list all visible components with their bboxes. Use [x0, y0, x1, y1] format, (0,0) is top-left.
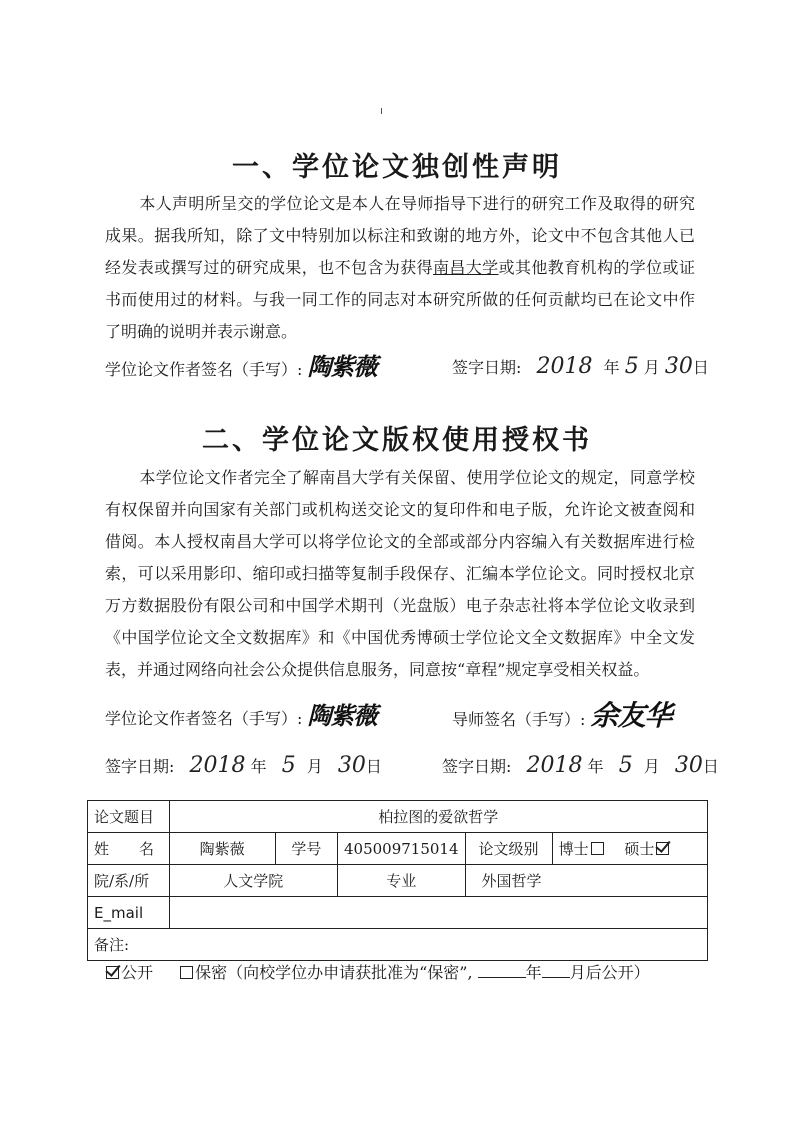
s2-line7: 论文全文数据库》中全文发表，并通过网络向社会公众提供信息服务，同意按 — [105, 628, 695, 679]
advisor-date-day: 30 — [674, 753, 703, 778]
secret-checkbox[interactable] — [180, 966, 193, 979]
sign-date-year: 2018 — [536, 354, 593, 379]
author-year-char: 年 — [250, 757, 267, 776]
email-label: E_mail — [88, 897, 170, 929]
author-signature: 陶紫薇 — [307, 352, 377, 381]
public-checkbox[interactable] — [106, 966, 119, 979]
author-date-label: 签字日期: — [105, 757, 175, 776]
s1-line3: 其他人已经发表或撰写过的研究成果，也不包含为获得 — [105, 226, 695, 277]
department-value: 人文学院 — [169, 865, 337, 897]
s2-line6: 社将本学位论文收录到《中国学位论文全文数据库》和《中国优秀博硕士学位 — [105, 596, 695, 647]
thesis-level-options — [552, 833, 707, 865]
section1-signature-row — [105, 352, 377, 382]
remark-cell — [88, 929, 708, 961]
author-signature-2: 陶紫薇 — [307, 701, 377, 730]
department-label: 院/系/所 — [88, 865, 170, 897]
s2-line1: 本学位论文作者完全了解南昌大学有关保留、使用学位论文的规定，同意 — [139, 468, 663, 487]
author-signature-label: 学位论文作者签名（手写）: — [105, 360, 303, 379]
section2-author-signature-row — [105, 701, 377, 731]
level-phd-label: 博士 — [558, 840, 589, 858]
student-id-value: 405009715014 — [337, 833, 465, 865]
author-month-char: 月 — [306, 757, 323, 776]
advisor-day-char: 日 — [702, 757, 719, 776]
thesis-info-table — [87, 800, 708, 961]
table-row — [88, 929, 708, 961]
table-row — [88, 897, 708, 929]
section1-paragraph — [105, 188, 695, 348]
s2-line5: 文。同时授权北京万方数据股份有限公司和中国学术期刊（光盘版）电子杂志 — [105, 564, 695, 615]
secret-year-char: 年 — [525, 963, 542, 982]
secret-year-blank[interactable] — [478, 963, 526, 978]
secret-after-label: 月后公开） — [569, 963, 650, 982]
student-id-label: 学号 — [275, 833, 337, 865]
day-char: 日 — [692, 358, 709, 377]
section2-title: 二、学位论文版权使用授权书 — [202, 425, 592, 456]
s1-line2: 研究成果。据我所知，除了文中特别加以标注和致谢的地方外，论文中不包含 — [105, 194, 695, 245]
s2-line8: “章程”规定享受相关权益。 — [457, 660, 650, 679]
advisor-year-char: 年 — [587, 757, 604, 776]
name-label: 姓 名 — [88, 833, 170, 865]
major-label: 专业 — [337, 865, 465, 897]
s2-line4: 数据库进行检索，可以采用影印、缩印或扫描等复制手段保存、汇编本学位论 — [105, 532, 695, 583]
s2-line2: 学校有权保留并向国家有关部门或机构送交论文的复印件和电子版，允许论文 — [105, 468, 695, 519]
sign-date-month: 5 — [624, 354, 639, 379]
s1-line5: 献均已在论文中作了明确的说明并表示谢意。 — [105, 290, 695, 341]
advisor-signature-row — [452, 699, 672, 732]
thesis-title-label: 论文题目 — [88, 801, 170, 833]
level-master-checkbox[interactable] — [656, 842, 669, 855]
author-date-day: 30 — [337, 753, 366, 778]
university-name: 南昌大学 — [432, 258, 499, 277]
table-row — [88, 801, 708, 833]
s1-line3b: 或其他教育机 — [498, 258, 597, 277]
month-char: 月 — [643, 358, 660, 377]
section2-paragraph — [105, 462, 695, 686]
advisor-date-month: 5 — [618, 753, 633, 778]
major-value: 外国哲学 — [465, 865, 707, 897]
author-signature-label-2: 学位论文作者签名（手写）: — [105, 709, 303, 728]
table-row — [88, 865, 708, 897]
author-date-year: 2018 — [189, 753, 246, 778]
sign-date-label: 签字日期: — [452, 358, 522, 377]
public-label: 公开 — [121, 963, 154, 982]
s1-line1: 本人声明所呈交的学位论文是本人在导师指导下进行的研究工作及取得的 — [139, 194, 663, 213]
advisor-signature: 余友华 — [590, 699, 672, 732]
section1-date-row — [452, 355, 709, 380]
year-char: 年 — [603, 358, 620, 377]
table-row — [88, 833, 708, 865]
s2-line3: 被查阅和借阅。本人授权南昌大学可以将学位论文的全部或部分内容编入有关 — [105, 500, 695, 551]
thesis-title-value: 柏拉图的爱欲哲学 — [169, 801, 707, 833]
advisor-date-year: 2018 — [526, 753, 583, 778]
sign-date-day: 30 — [664, 354, 693, 379]
advisor-signature-label: 导师签名（手写）: — [452, 710, 586, 729]
section2-author-date-row — [105, 754, 382, 779]
name-value: 陶紫薇 — [169, 833, 275, 865]
section1-title: 一、学位论文独创性声明 — [232, 152, 562, 183]
level-master-label: 硕士 — [624, 840, 655, 858]
scan-speck — [381, 108, 382, 114]
confidentiality-options — [104, 960, 650, 983]
thesis-level-label: 论文级别 — [465, 833, 552, 865]
s1-line4: 构的学位或证书而使用过的材料。与我一同工作的同志对本研究所做的任何贡 — [105, 258, 695, 309]
secret-label: 保密（向校学位办申请获批准为“保密”, — [195, 963, 473, 982]
email-value — [169, 897, 707, 929]
advisor-date-label: 签字日期: — [442, 757, 512, 776]
secret-month-blank[interactable] — [542, 963, 570, 978]
remark-label: 备注: — [94, 936, 130, 954]
author-day-char: 日 — [365, 757, 382, 776]
level-phd-checkbox[interactable] — [591, 842, 604, 855]
section2-advisor-date-row — [442, 754, 719, 779]
author-date-month: 5 — [281, 753, 296, 778]
advisor-month-char: 月 — [643, 757, 660, 776]
